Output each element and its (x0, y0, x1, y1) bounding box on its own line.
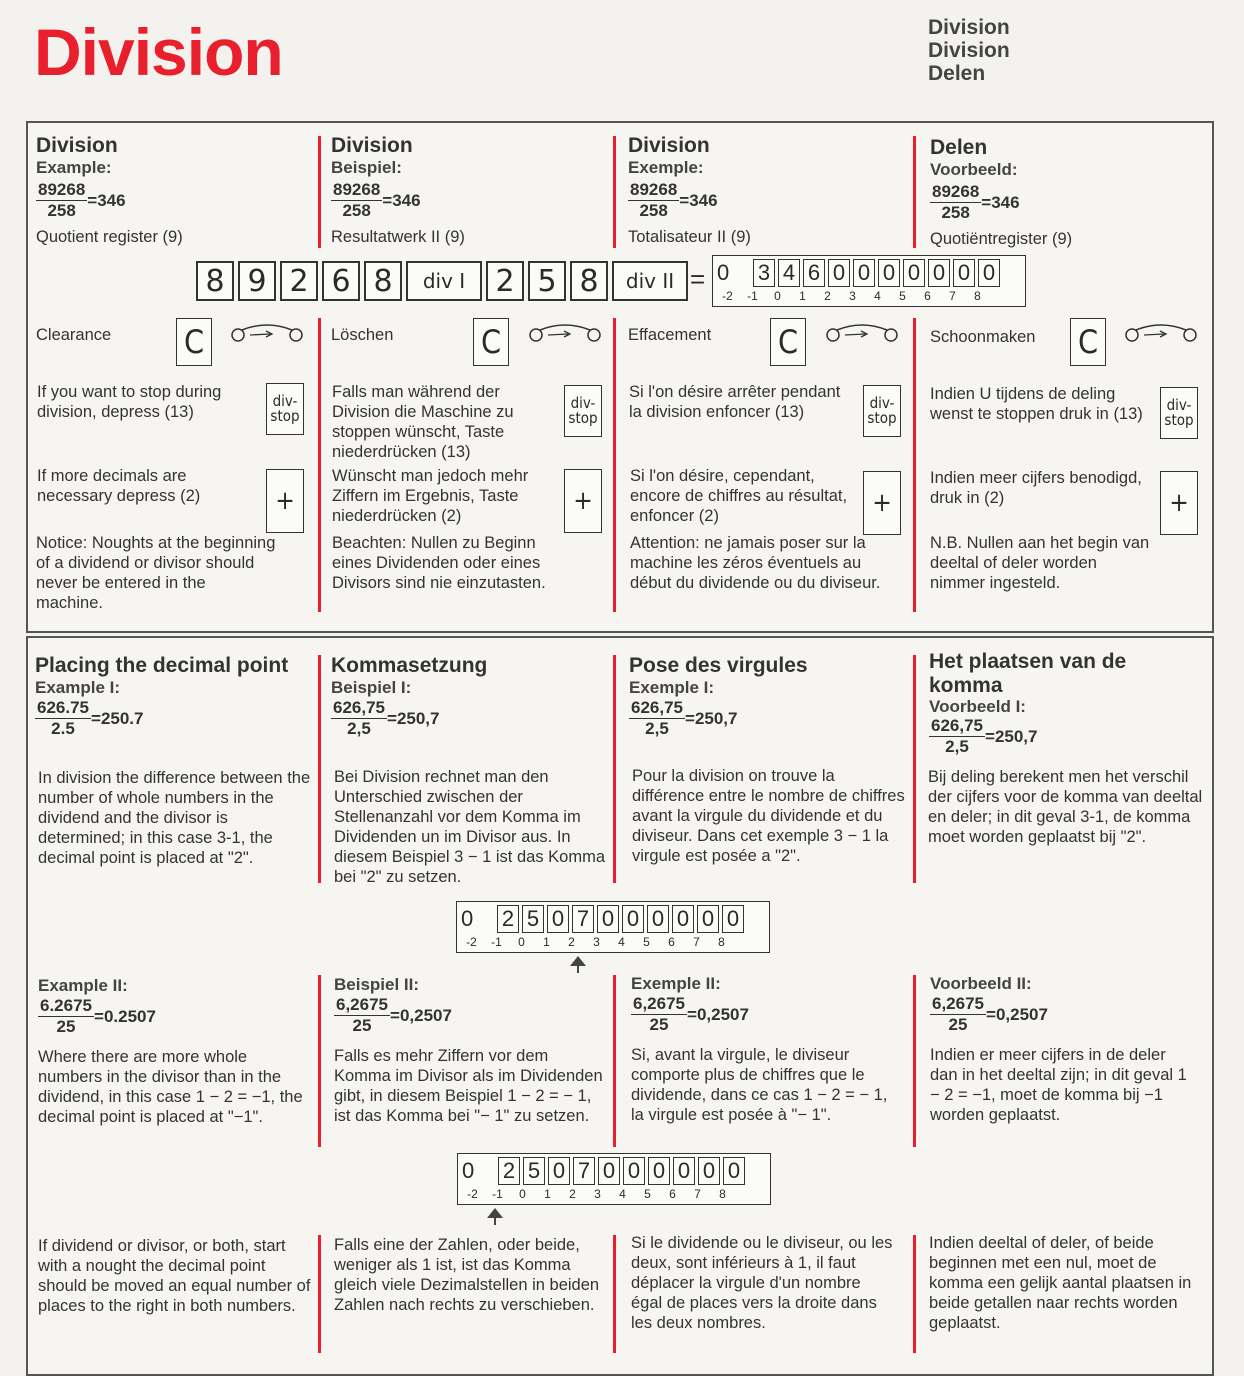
notice-text: Attention: ne jamais poser sur la machine les zéros éventuels au début du dividende ou du diviseur. (630, 534, 881, 592)
scale-label: 7 (694, 1187, 701, 1201)
example-label: Exemple II: (631, 974, 721, 993)
denominator: 2.5 (51, 719, 75, 738)
display-digit: 5 (523, 1157, 545, 1185)
scale-label: -2 (467, 1187, 478, 1201)
display-digit: 0 (878, 259, 900, 287)
scale-label: 6 (924, 289, 931, 303)
plus-key[interactable]: + (564, 469, 602, 533)
display-digit: 0 (622, 905, 644, 933)
column-divider (913, 318, 916, 612)
display-digit: 6 (803, 259, 825, 287)
scale-label: 6 (668, 935, 675, 949)
result: 0.2507 (103, 1006, 156, 1026)
display-digit: 0 (853, 259, 875, 287)
fraction (930, 994, 986, 1035)
fraction (331, 698, 387, 739)
language-dutch: Delen (928, 62, 986, 85)
fraction (929, 716, 985, 757)
equals: = (382, 190, 393, 210)
explanation-text: Bei Division rechnet man den Unterschied zwischen der Stellenanzahl vor dem Komma im Dividenden un im Divisor aus. In diesem Beispiel 3 − 1 ist das Komma bei "2" zu setzen. (334, 768, 606, 886)
explanation-text: Si, avant la virgule, le diviseur comporte plus de chiffres que le dividende, dans ce cas 1 − 2 = − 1, la virgule est posée à "− 1". (631, 1046, 888, 1124)
final-text: Si le dividende ou le diviseur, ou les deux, sont inférieurs à 1, il faut déplacer la virgule d'un nombre égal de places vers la droite dans les deux nombres. (631, 1234, 893, 1332)
lever-switch-icon[interactable] (230, 322, 304, 342)
fraction (35, 698, 91, 739)
div-stop-key[interactable] (1160, 387, 1198, 439)
top-col-nl (930, 136, 1205, 249)
language-list (928, 16, 1010, 85)
key-5[interactable]: 5 (528, 261, 566, 301)
equals: = (390, 1005, 400, 1025)
bottom-col-de-ex1 (331, 654, 611, 739)
scale-label: 6 (669, 1187, 676, 1201)
equals: = (387, 708, 397, 728)
denominator: 258 (941, 203, 970, 222)
clear-label: Löschen (331, 326, 394, 344)
column-divider (318, 655, 321, 883)
column-divider (613, 318, 616, 612)
explanation-text: Pour la division on trouve la différence entre le nombre de chiffres avant la virgule du dividende et du diviseur. Dans cet exemple 3 − 1 la virgule est posée a "2". (632, 767, 905, 865)
col-heading: Delen (930, 136, 988, 159)
scale-label: 5 (899, 289, 906, 303)
denominator: 25 (948, 1015, 968, 1034)
equals: = (687, 1004, 697, 1024)
display-digit: 7 (573, 1157, 595, 1185)
decimal-pointer-stem (494, 1217, 496, 1225)
key-9[interactable]: 9 (238, 261, 276, 301)
scale-label: 4 (618, 935, 625, 949)
top-col-en (36, 134, 311, 247)
explanation-text: Falls es mehr Ziffern vor dem Komma im Divisor als im Dividenden gibt, in diesem Beispiel 1 − 2 = − 1, ist das Komma bei "− 1" zu setzen. (334, 1047, 603, 1125)
numerator: 626,75 (931, 716, 983, 735)
display-digit: 0 (598, 1157, 620, 1185)
denominator: 258 (639, 201, 668, 220)
column-divider (913, 1235, 916, 1353)
register-label: Quotiëntregister (9) (930, 230, 1073, 248)
numerator: 626,75 (631, 698, 683, 717)
example-label: Example: (36, 158, 112, 177)
result: 250,7 (694, 708, 738, 728)
scale-label: 0 (518, 935, 525, 949)
scale-label: 8 (719, 1187, 726, 1201)
key-2[interactable]: 2 (280, 261, 318, 301)
example-label: Beispiel II: (334, 975, 420, 994)
final-text: Indien deeltal of deler, of beide beginnen met een nul, moet de komma een gelijk aantal plaatsen in beide getallen naar rechts worden geplaatst. (929, 1234, 1192, 1332)
key-text: div- (272, 392, 298, 410)
scale-label: 1 (544, 1187, 551, 1201)
result: 346 (392, 190, 421, 210)
lever-switch-icon[interactable] (825, 322, 899, 342)
result: 0,2507 (696, 1004, 749, 1024)
scale-label: 1 (543, 935, 550, 949)
equals: = (685, 708, 695, 728)
bottom-col-fr-ex2 (631, 974, 906, 1125)
explanation-text: Where there are more whole numbers in the divisor than in the dividend, in this case 1 − 2 = −1, the decimal point is placed at "−1". (38, 1048, 303, 1126)
notice-text: Beachten: Nullen zu Beginn eines Dividenden oder eines Divisors sind nie einzutasten. (332, 534, 546, 592)
scale-label: -1 (747, 289, 758, 303)
display-digit: 0 (953, 259, 975, 287)
display-digit: 0 (648, 1157, 670, 1185)
example-label: Exemple I: (629, 678, 715, 697)
result-display-3 (457, 1153, 771, 1205)
register-label: Totalisateur II (9) (628, 228, 751, 246)
equals: = (986, 1004, 996, 1024)
col-heading: Division (36, 134, 118, 157)
example-label: Beispiel I: (331, 678, 412, 697)
equals: = (985, 726, 995, 746)
top-col-de (331, 134, 606, 247)
scale-label: 3 (849, 289, 856, 303)
column-divider (318, 1235, 321, 1353)
key-text: div- (570, 394, 596, 412)
col-heading: Pose des virgules (629, 654, 808, 677)
clear-label: Schoonmaken (930, 328, 1036, 346)
key-text: stop (867, 409, 897, 427)
fraction (629, 698, 685, 739)
result: 346 (991, 192, 1020, 212)
column-divider (613, 975, 616, 1147)
result: 346 (97, 190, 126, 210)
key-text: stop (1164, 411, 1194, 429)
numerator: 89268 (932, 182, 980, 201)
scale-label: 4 (619, 1187, 626, 1201)
equals: = (94, 1006, 104, 1026)
plus-key[interactable]: + (863, 471, 901, 535)
numerator: 6,2675 (932, 994, 984, 1013)
display-leading: 0 (461, 906, 474, 931)
display-scale (715, 289, 990, 303)
display-digit: 0 (697, 905, 719, 933)
equals-sign: = (690, 264, 706, 294)
key-sequence (196, 261, 688, 301)
equals: = (981, 192, 992, 212)
fraction (36, 180, 87, 221)
example-label: Voorbeeld II: (930, 974, 1032, 993)
denominator: 258 (342, 201, 371, 220)
key-8[interactable]: 8 (196, 261, 234, 301)
fraction (331, 180, 382, 221)
column-divider (613, 1235, 616, 1353)
fraction (38, 996, 94, 1037)
bottom-col-de-ex2 (334, 975, 609, 1126)
display-digit: 0 (698, 1157, 720, 1185)
denominator: 2,5 (945, 737, 969, 756)
display-digit: 0 (978, 259, 1000, 287)
display-digit: 0 (903, 259, 925, 287)
numerator: 89268 (630, 180, 678, 199)
column-divider (913, 136, 916, 248)
example-label: Beispiel: (331, 158, 402, 177)
display-scale (459, 935, 734, 949)
scale-label: 4 (874, 289, 881, 303)
result: 0,2507 (995, 1004, 1048, 1024)
language-english: Division (928, 16, 1010, 39)
clear-key[interactable]: C (770, 318, 806, 366)
col-heading: Division (628, 134, 710, 157)
display-digit: 0 (672, 905, 694, 933)
clear-label: Effacement (628, 326, 712, 344)
bottom-col-en-ex2 (38, 976, 313, 1127)
scale-label: -2 (466, 935, 477, 949)
example-label: Exemple: (628, 158, 704, 177)
scale-label: -1 (491, 935, 502, 949)
equals: = (87, 190, 98, 210)
fraction (334, 995, 390, 1036)
fraction (930, 182, 981, 223)
display-digit: 7 (572, 905, 594, 933)
display-cells (497, 905, 747, 933)
column-divider (318, 318, 321, 612)
display-digit: 2 (497, 905, 519, 933)
numerator: 6,2675 (336, 995, 388, 1014)
stop-text: Si l'on désire arrêter pendant la division enfoncer (13) (629, 383, 841, 421)
page-title: Division (34, 15, 283, 89)
lever-switch-icon[interactable] (528, 322, 602, 342)
final-text: If dividend or divisor, or both, start with a nought the decimal point should be moved an equal number of places to the right in both numbers. (38, 1237, 311, 1315)
result-display-2 (456, 901, 770, 953)
numerator: 89268 (38, 180, 86, 199)
scale-label: 3 (594, 1187, 601, 1201)
example-label: Example II: (38, 976, 128, 995)
numerator: 6.2675 (40, 996, 92, 1015)
stop-text: Falls man während der Division die Maschine zu stoppen wünscht, Taste niederdrücken (13) (332, 383, 514, 461)
scale-label: 2 (569, 1187, 576, 1201)
result: 250,7 (994, 726, 1038, 746)
display-digit: 3 (753, 259, 775, 287)
display-digit: 0 (722, 905, 744, 933)
column-divider (613, 655, 616, 883)
key-text: stop (568, 409, 598, 427)
scale-label: 3 (593, 935, 600, 949)
key-div-1[interactable]: div I (406, 261, 482, 301)
explanation-text: Bij deling berekent men het verschil der cijfers voor de komma van deeltal en deler; in dit geval 3-1, de komma moet worden geplaatst bij "2". (928, 768, 1203, 846)
scale-label: 1 (799, 289, 806, 303)
scale-label: 0 (774, 289, 781, 303)
decimals-text: Si l'on désire, cependant, encore de chiffres au résultat, enfoncer (2) (630, 467, 848, 525)
key-2[interactable]: 2 (486, 261, 524, 301)
decimals-text: Wünscht man jedoch mehr Ziffern im Ergebnis, Taste niederdrücken (2) (332, 467, 529, 525)
column-divider (318, 975, 321, 1147)
col-heading: Placing the decimal point (35, 654, 289, 677)
div-stop-key[interactable] (266, 383, 304, 435)
scale-label: 7 (693, 935, 700, 949)
key-6[interactable]: 6 (322, 261, 360, 301)
denominator: 25 (649, 1015, 669, 1034)
notice-text: N.B. Nullen aan het begin van deeltal of deler worden nimmer ingesteld. (930, 534, 1150, 592)
display-leading: 0 (717, 260, 730, 285)
final-text: Falls eine der Zahlen, oder beide, weniger als 1 ist, ist das Komma gleich viele Dezimalstellen in beiden Zahlen nach rechts zu verschieben. (334, 1236, 600, 1314)
notice-text: Notice: Noughts at the beginning of a dividend or divisor should never be entered in the machine. (36, 534, 276, 612)
key-8[interactable]: 8 (364, 261, 402, 301)
result: 0,2507 (399, 1005, 452, 1025)
scale-label: 5 (643, 935, 650, 949)
denominator: 25 (56, 1017, 76, 1036)
clear-label: Clearance (36, 326, 112, 344)
bottom-col-en-ex1 (35, 654, 315, 739)
scale-label: 7 (949, 289, 956, 303)
display-digit: 4 (778, 259, 800, 287)
register-label: Quotient register (9) (36, 228, 183, 246)
example-label: Voorbeeld I: (929, 697, 1026, 716)
div-stop-key[interactable] (863, 385, 901, 437)
plus-key[interactable]: + (266, 469, 304, 533)
explanation-text: In division the difference between the number of whole numbers in the dividend and the divisor is determined; in this case 3-1, the decimal point is placed at "2". (38, 769, 311, 867)
stop-text: Indien U tijdens de deling wenst te stoppen druk in (13) (930, 385, 1143, 423)
bottom-col-fr-ex1 (629, 654, 909, 739)
scale-label: 2 (824, 289, 831, 303)
decimals-text: Indien meer cijfers benodigd, druk in (2) (930, 469, 1142, 507)
denominator: 2,5 (645, 719, 669, 738)
stop-text: If you want to stop during division, depress (13) (37, 383, 222, 421)
scale-label: -2 (722, 289, 733, 303)
decimal-pointer-stem (577, 965, 579, 973)
display-cells (753, 259, 1003, 287)
equals: = (91, 708, 101, 728)
denominator: 258 (47, 201, 76, 220)
bottom-col-nl-ex1 (929, 650, 1199, 757)
bottom-col-nl-ex2 (930, 974, 1205, 1125)
column-divider (913, 655, 916, 883)
key-text: stop (270, 407, 300, 425)
clear-key[interactable]: C (473, 318, 509, 366)
col-heading: Kommasetzung (331, 654, 488, 677)
col-heading: Division (331, 134, 413, 157)
display-digit: 0 (548, 1157, 570, 1185)
display-digit: 0 (673, 1157, 695, 1185)
display-digit: 0 (597, 905, 619, 933)
display-leading: 0 (462, 1158, 475, 1183)
display-digit: 0 (623, 1157, 645, 1185)
example-label: Voorbeeld: (930, 160, 1018, 179)
fraction (631, 994, 687, 1035)
display-digit: 2 (498, 1157, 520, 1185)
fraction (628, 180, 679, 221)
col-heading: Het plaatsen van de komma (929, 650, 1127, 697)
scale-label: 5 (644, 1187, 651, 1201)
display-digit: 0 (647, 905, 669, 933)
plus-key[interactable]: + (1160, 471, 1198, 535)
top-col-fr (628, 134, 903, 247)
lever-switch-icon[interactable] (1124, 322, 1198, 342)
display-digit: 5 (522, 905, 544, 933)
numerator: 626,75 (333, 698, 385, 717)
explanation-text: Indien er meer cijfers in de deler dan in het deeltal zijn; in dit geval 1 − 2 = −1, moet de komma bij −1 worden geplaatst. (930, 1046, 1187, 1124)
display-digit: 0 (928, 259, 950, 287)
register-label: Resultatwerk II (9) (331, 228, 465, 246)
display-digit: 0 (547, 905, 569, 933)
result: 250.7 (100, 708, 144, 728)
display-cells (498, 1157, 748, 1185)
equals: = (679, 190, 690, 210)
example-label: Example I: (35, 678, 121, 697)
denominator: 25 (352, 1016, 372, 1035)
result: 250,7 (396, 708, 440, 728)
key-text: div- (1166, 396, 1192, 414)
div-stop-key[interactable] (564, 385, 602, 437)
display-scale (460, 1187, 735, 1201)
column-divider (913, 975, 916, 1147)
denominator: 2,5 (347, 719, 371, 738)
clear-key[interactable]: C (176, 318, 212, 366)
display-digit: 0 (723, 1157, 745, 1185)
key-8[interactable]: 8 (570, 261, 608, 301)
language-german: Division (928, 39, 1010, 62)
scale-label: -1 (492, 1187, 503, 1201)
numerator: 6,2675 (633, 994, 685, 1013)
scale-label: 2 (568, 935, 575, 949)
scale-label: 0 (519, 1187, 526, 1201)
decimals-text: If more decimals are necessary depress (2) (37, 467, 201, 505)
result-display (712, 255, 1026, 307)
scale-label: 8 (718, 935, 725, 949)
column-divider (318, 136, 321, 248)
result: 346 (689, 190, 718, 210)
numerator: 89268 (333, 180, 381, 199)
key-text: div- (869, 394, 895, 412)
scale-label: 8 (974, 289, 981, 303)
key-div-2[interactable]: div II (612, 261, 688, 301)
clear-key[interactable]: C (1070, 318, 1106, 366)
column-divider (613, 136, 616, 248)
display-digit: 0 (828, 259, 850, 287)
numerator: 626.75 (37, 698, 89, 717)
